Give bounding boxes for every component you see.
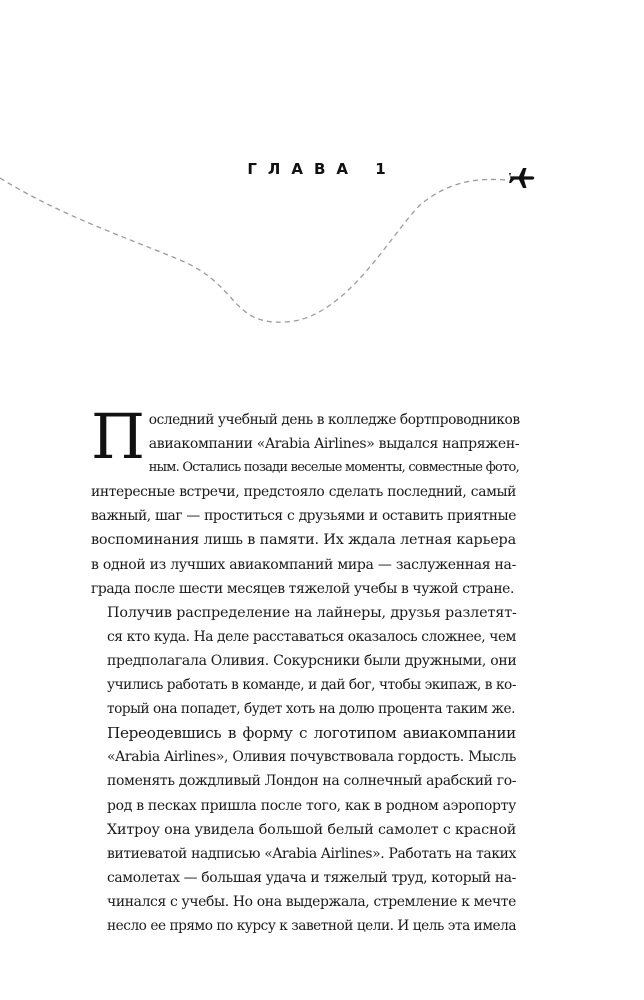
- text-line: интересные встречи, предстояло сделать последний, самый: [91, 484, 516, 501]
- text-line: Получив распределение на лайнеры, друзья разлетят-: [107, 604, 517, 621]
- text-line: чинался с учебы. Но она выдержала, стремление к мечте: [107, 893, 516, 910]
- text-line: ся кто куда. На деле расставаться оказалось сложнее, чем: [107, 628, 516, 645]
- text-line: «Arabia Airlines», Оливия почувствовала гордость. Мысль: [107, 749, 516, 766]
- text-line: града после шести месяцев тяжелой учебы в чужой стране.: [91, 580, 515, 597]
- paragraph-2: [91, 601, 516, 721]
- drop-cap: П: [91, 400, 145, 473]
- text-line: важный, шаг — проститься с друзьями и оставить приятные: [91, 508, 516, 525]
- text-line: витиеватой надписью «Arabia Airlines». Работать на таких: [107, 845, 516, 862]
- text-line: предполагала Оливия. Сокурсники были дружными, они: [107, 652, 517, 669]
- chapter-heading: ГЛАВА 1: [247, 160, 397, 178]
- text-line: авиакомпании «Arabia Airlines» выдался напряжен-: [148, 436, 520, 453]
- text-line: учились работать в команде, и дай бог, чтобы экипаж, в ко-: [107, 677, 516, 694]
- text-line: торый она попадет, будет хоть на долю процента таким же.: [107, 701, 515, 718]
- dashed-flight-path: [0, 178, 506, 322]
- paragraph-1: [91, 400, 520, 601]
- text-line: самолетах — большая удача и тяжелый труд, который на-: [107, 869, 516, 886]
- text-line: поменять дождливый Лондон на солнечный арабский го-: [107, 773, 517, 790]
- text-line: несло ее прямо по курсу к заветной цели. И цель эта имела: [107, 917, 516, 934]
- text-line: Переодевшись в форму с логотипом авиакомпании: [107, 724, 516, 743]
- text-line: оследний учебный день в колледже бортпроводников: [148, 412, 520, 428]
- text-line: Хитроу она увидела большой белый самолет с красной: [107, 821, 517, 838]
- text-line: воспоминания лишь в памяти. Их ждала летная карьера: [91, 532, 516, 549]
- text-line: род в песках пришла после того, как в родном аэропорту: [107, 797, 516, 814]
- paragraph-3: [91, 721, 516, 938]
- text-line: в одной из лучших авиакомпаний мира — заслуженная на-: [91, 556, 516, 573]
- body-text: [91, 400, 520, 938]
- text-line: ным. Остались позади веселые моменты, совместные фото,: [148, 460, 519, 476]
